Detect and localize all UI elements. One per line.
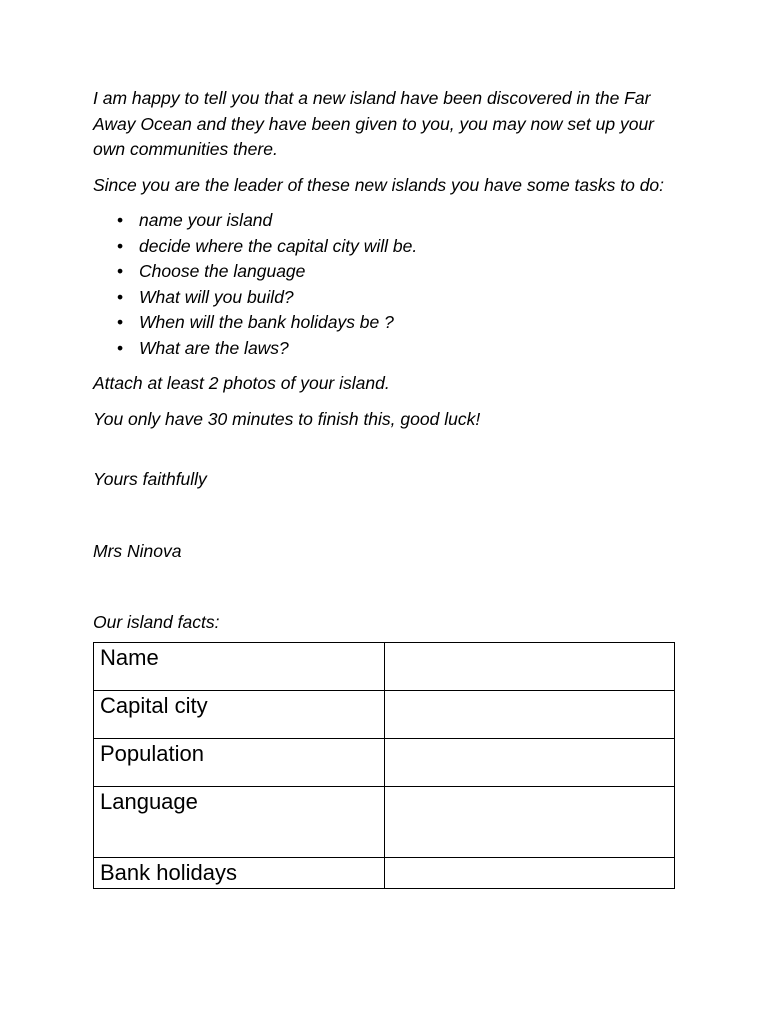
table-row <box>94 786 675 857</box>
attach-instruction: Attach at least 2 photos of your island. <box>93 373 390 393</box>
row-label-population: Population <box>94 738 385 786</box>
bullet-icon: • <box>117 235 124 256</box>
tasks-intro-paragraph: Since you are the leader of these new islands you have some tasks to do: <box>93 174 665 195</box>
document-page <box>93 86 675 889</box>
table-row <box>94 738 675 786</box>
bullet-icon: • <box>117 210 124 230</box>
facts-heading: Our island facts: <box>93 612 220 632</box>
signature: Mrs Ninova <box>93 540 182 561</box>
intro-paragraph: I am happy to tell you that a new island have been discovered in the Far Away Ocean and they have been given to you, you may now set up your own communities there. <box>93 88 654 159</box>
time-instruction: You only have 30 minutes to finish this, good luck! <box>93 408 481 429</box>
row-value-language[interactable] <box>385 786 675 857</box>
row-label-capital-city: Capital city <box>94 690 385 738</box>
table-row <box>94 642 675 690</box>
row-label-name: Name <box>94 642 385 690</box>
list-item <box>93 259 675 285</box>
row-value-bank-holidays[interactable] <box>385 857 675 888</box>
bullet-icon: • <box>117 337 124 358</box>
closing-line: Yours faithfully <box>93 469 207 489</box>
row-label-bank-holidays: Bank holidays <box>94 857 385 888</box>
task-text: name your island <box>139 210 273 230</box>
list-item <box>93 208 675 234</box>
row-label-language: Language <box>94 786 385 857</box>
island-facts-table <box>93 642 675 889</box>
task-text: What will you build? <box>139 286 294 307</box>
task-text: Choose the language <box>139 261 306 281</box>
task-list <box>93 208 675 361</box>
row-value-capital-city[interactable] <box>385 690 675 738</box>
task-text: What are the laws? <box>139 337 289 358</box>
list-item <box>93 234 675 260</box>
list-item <box>93 310 675 336</box>
bullet-icon: • <box>117 286 124 307</box>
list-item <box>93 336 675 362</box>
task-text: decide where the capital city will be. <box>139 235 418 256</box>
bullet-icon: • <box>117 261 124 281</box>
table-row <box>94 857 675 888</box>
bullet-icon: • <box>117 312 124 332</box>
list-item <box>93 285 675 311</box>
row-value-population[interactable] <box>385 738 675 786</box>
row-value-name[interactable] <box>385 642 675 690</box>
task-text: When will the bank holidays be ? <box>139 312 394 332</box>
table-row <box>94 690 675 738</box>
